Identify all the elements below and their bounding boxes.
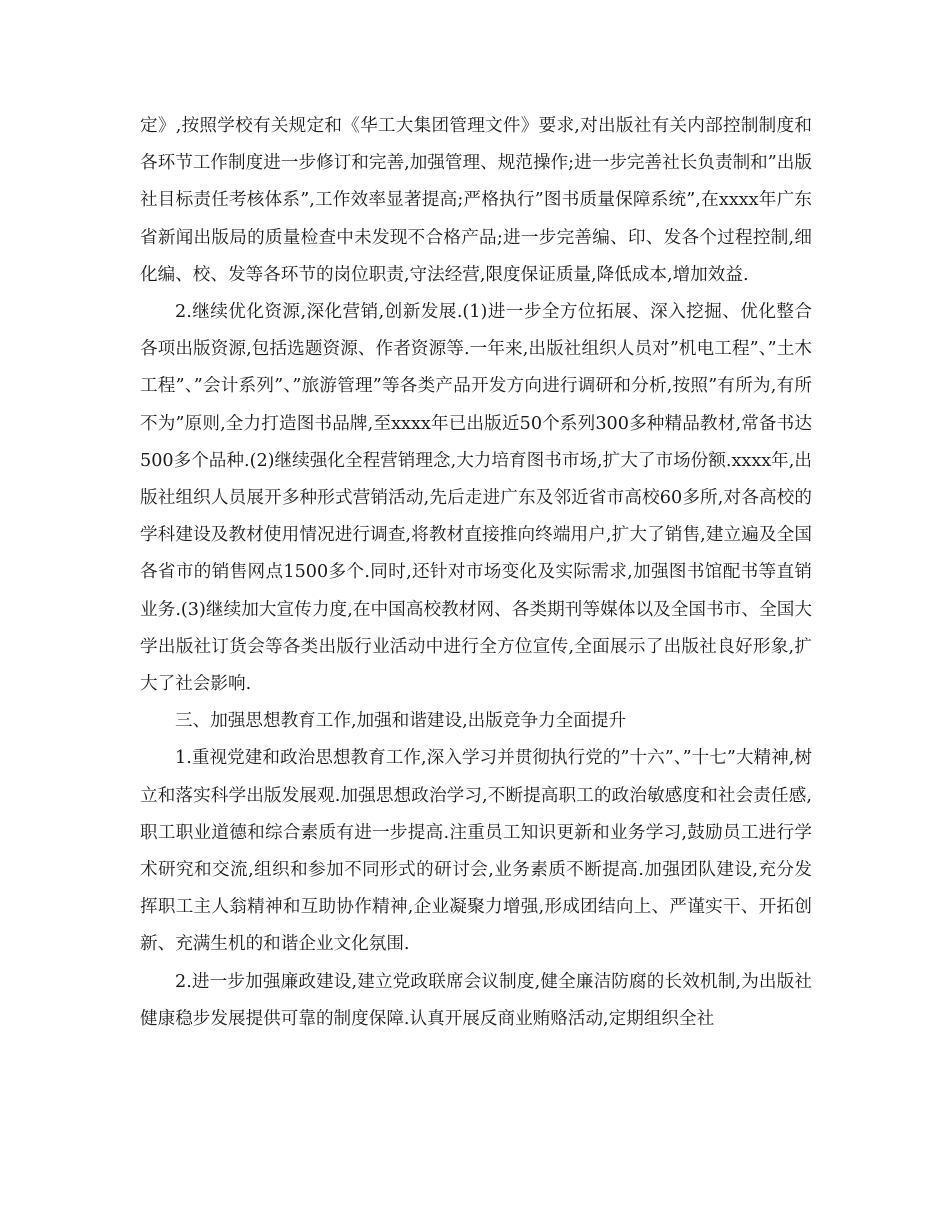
paragraph-party-building: 1.重视党建和政治思想教育工作,深入学习并贯彻执行党的”十六”、”十七”大精神,树立和落实科学出版发展观.加强思想政治学习,不断提高职工的政治敏感度和社会责任感,职工职业道德和综合素质有进一步提高.注重员工知识更新和业务学习,鼓励员工进行学术研究和交流,组织和参加不同形式的研讨会,业务素质不断提高.加强团队建设,充分发挥职工主人翁精神和互助协作精神,企业凝聚力增强,形成团结向上、严谨实干、开拓创新、充满生机的和谐企业文化氛围. <box>140 748 812 955</box>
paragraph-internal-control: 定》,按照学校有关规定和《华工大集团管理文件》要求,对出版社有关内部控制制度和各环节工作制度进一步修订和完善,加强管理、规范操作;进一步完善社长负责制和”出版社目标责任考核体系”,工作效率显著提高;严格执行”图书质量保障系统”,在xxxx年广东省新闻出版局的质量检查中未发现不合格产品;进一步完善编、印、发各个过程控制,细化编、校、发等各环节的岗位职责,守法经营,限度保证质量,降低成本,增加效益. <box>140 116 812 285</box>
document-body <box>140 108 812 1038</box>
paragraph-resources-marketing: 2.继续优化资源,深化营销,创新发展.(1)进一步全方位拓展、深入挖掘、优化整合各项出版资源,包括选题资源、作者资源等.一年来,出版社组织人员对”机电工程”、”土木工程”、”会计系列”、”旅游管理”等各类产品开发方向进行调研和分析,按照”有所为,有所不为”原则,全力打造图书品牌,至xxxx年已出版近50个系列300多种精品教材,常备书达500多个品种.(2)继续强化全程营销理念,大力培育图书市场,扩大了市场份额.xxxx年,出版社组织人员展开多种形式营销活动,先后走进广东及邻近省市高校60多所,对各高校的学科建设及教材使用情况进行调查,将教材直接推向终端用户,扩大了销售,建立遍及全国各省市的销售网点1500多个.同时,还针对市场变化及实际需求,加强图书馆配书等直销业务.(3)继续加大宣传力度,在中国高校教材网、各类期刊等媒体以及全国书市、全国大学出版社订货会等各类出版行业活动中进行全方位宣传,全面展示了出版社良好形象,扩大了社会影响. <box>140 302 812 695</box>
section-heading-ideological-education: 三、加强思想教育工作,加强和谐建设,出版竞争力全面提升 <box>175 711 627 732</box>
paragraph-integrity-building: 2.进一步加强廉政建设,建立党政联席会议制度,健全廉洁防腐的长效机制,为出版社健康稳步发展提供可靠的制度保障.认真开展反商业贿赂活动,定期组织全社 <box>140 971 812 1029</box>
